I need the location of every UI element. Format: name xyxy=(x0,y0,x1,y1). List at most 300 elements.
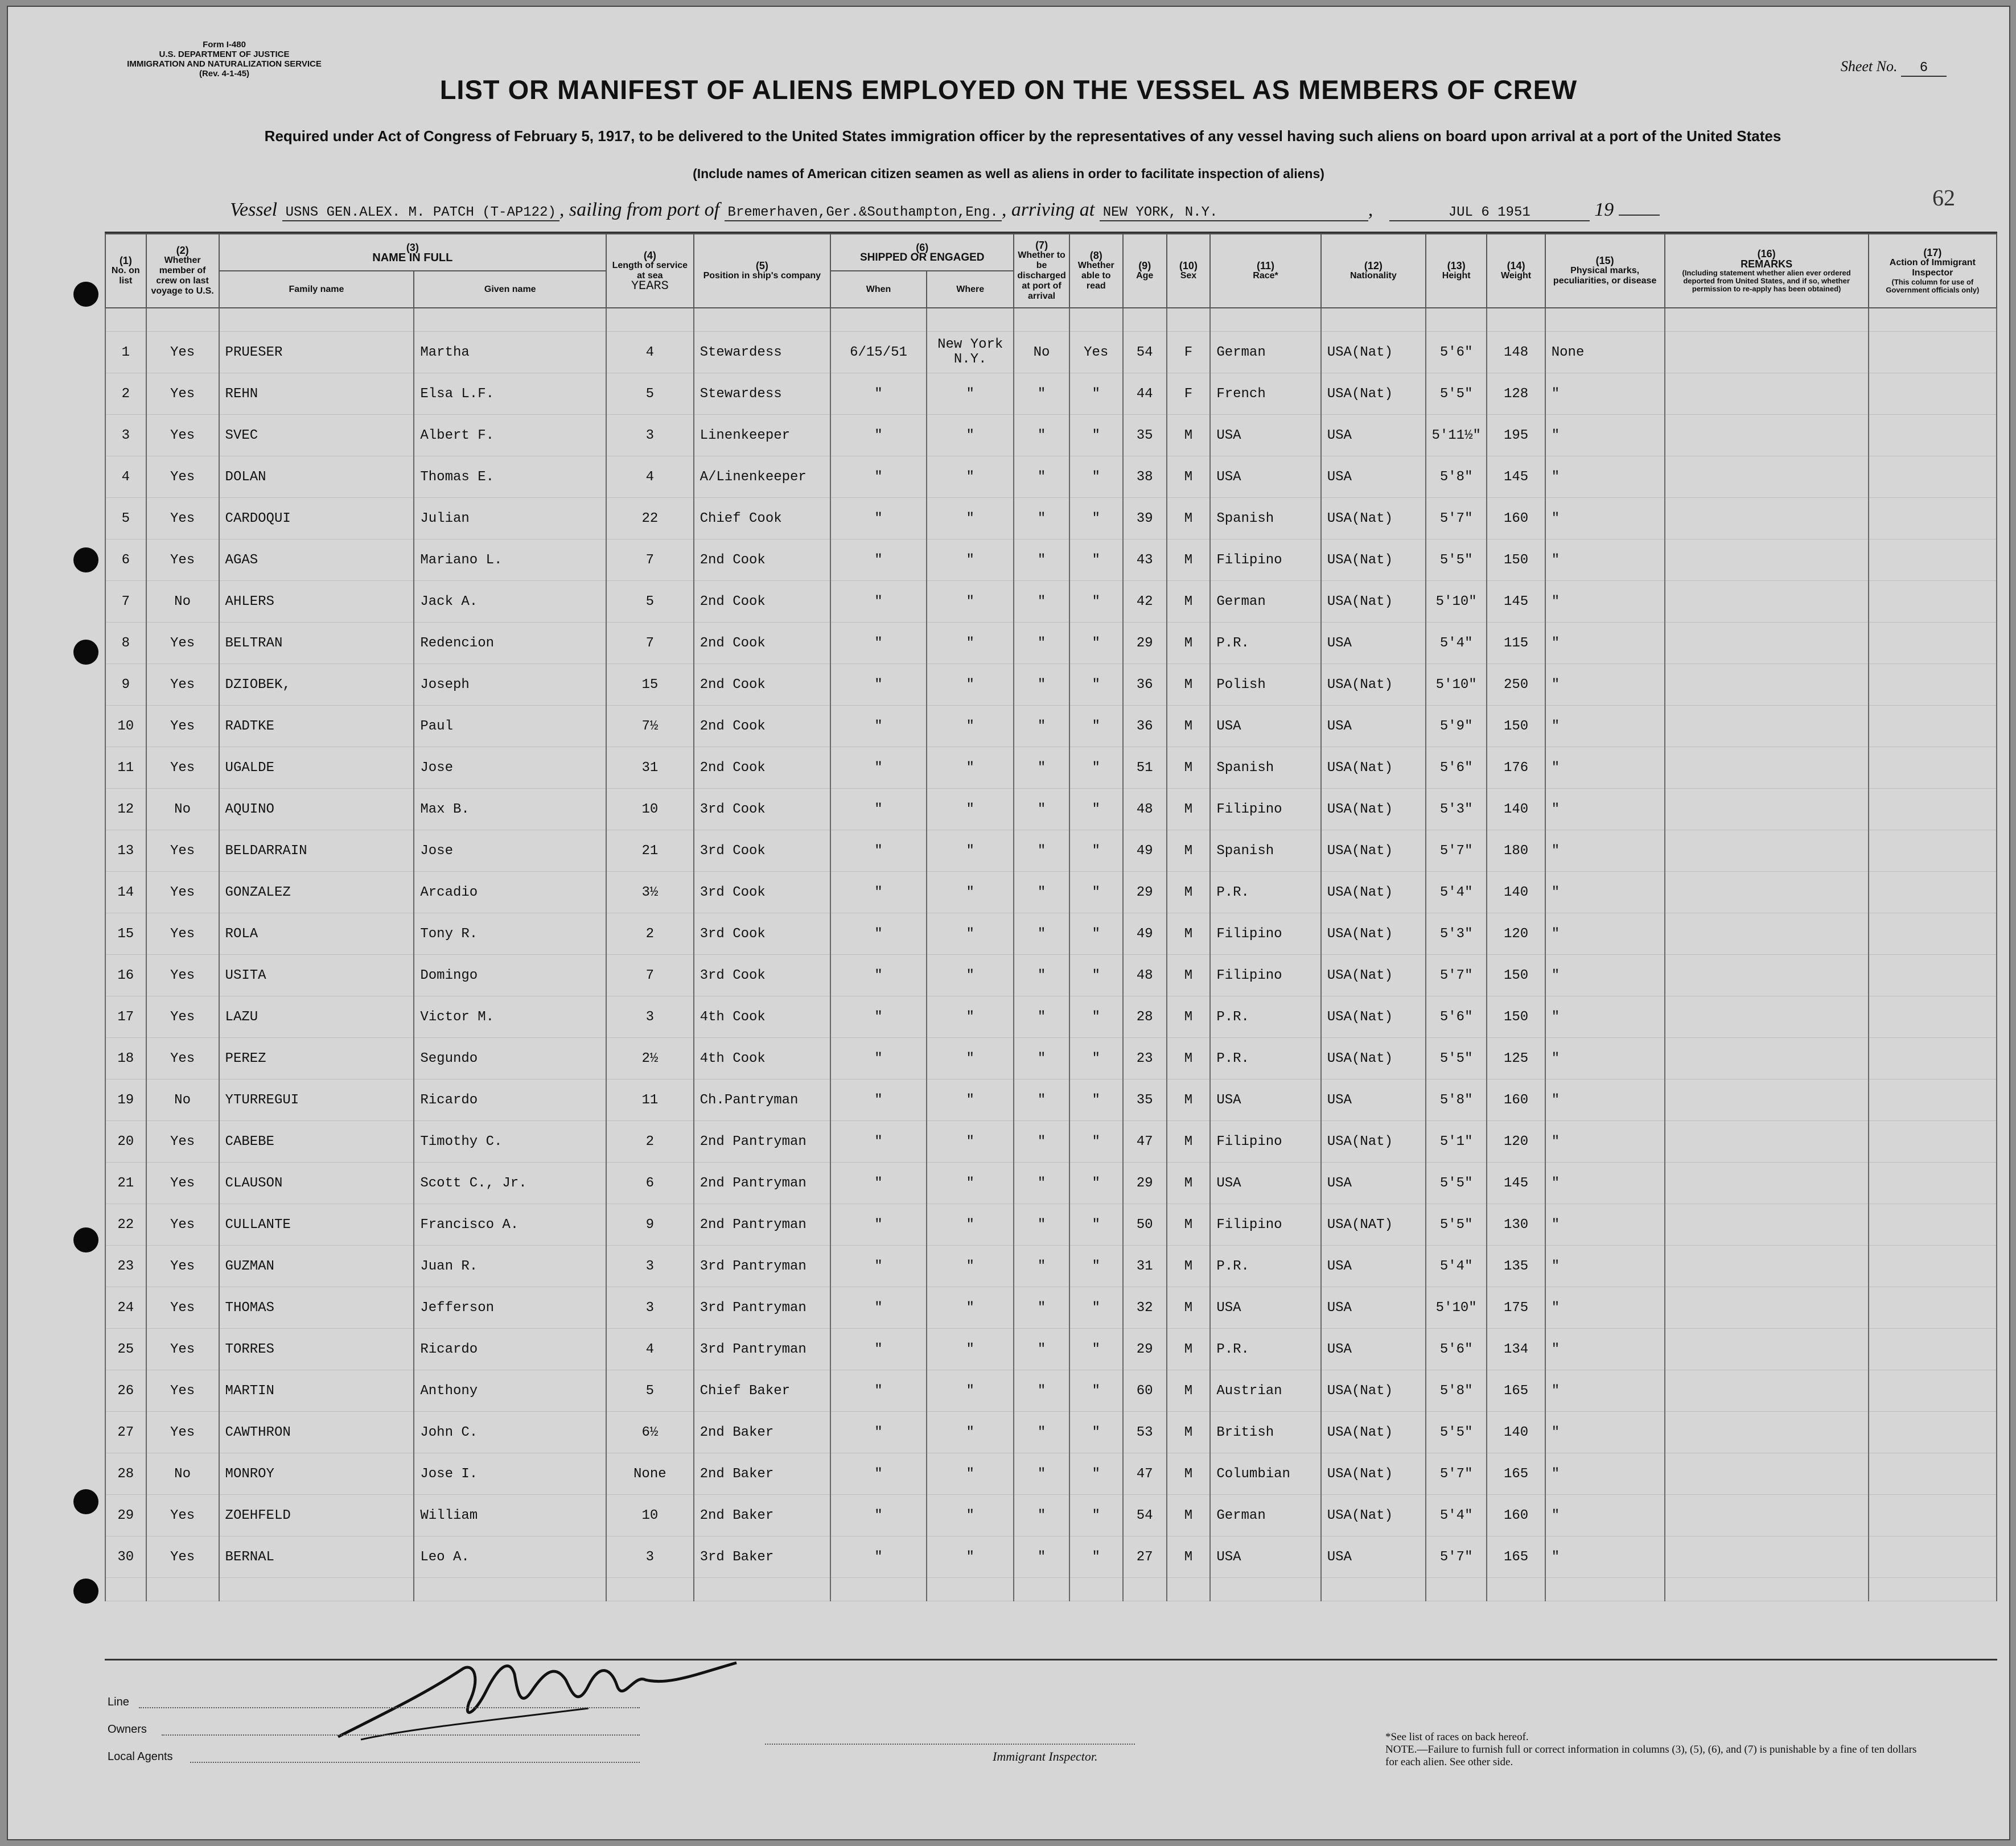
shipped-where-cell: " xyxy=(927,498,1014,539)
shipped-where-cell: " xyxy=(927,706,1014,747)
position-cell: 4th Cook xyxy=(694,1038,830,1079)
nationality-cell: USA xyxy=(1321,415,1426,456)
race-cell: Filipino xyxy=(1210,913,1320,955)
discharged-cell: " xyxy=(1014,1412,1069,1453)
header-sex: (10) Sex xyxy=(1167,234,1211,308)
race-cell: Filipino xyxy=(1210,1204,1320,1246)
service-years-cell: 22 xyxy=(606,498,694,539)
shipped-where-cell: " xyxy=(927,581,1014,623)
row-number-cell: 4 xyxy=(105,456,146,498)
inspector-action-cell xyxy=(1869,498,1997,539)
sex-cell: M xyxy=(1167,1163,1211,1204)
weight-cell: 195 xyxy=(1487,415,1545,456)
header-when: When xyxy=(830,271,927,308)
given-name-cell: Juan R. xyxy=(414,1246,606,1287)
sex-cell: F xyxy=(1167,373,1211,415)
able-to-read-cell: " xyxy=(1069,1163,1123,1204)
nationality-cell: USA(Nat) xyxy=(1321,830,1426,872)
inspector-action-cell xyxy=(1869,539,1997,581)
remarks-cell xyxy=(1665,1370,1869,1412)
height-cell: 5'3" xyxy=(1426,789,1487,830)
shipped-when-cell: " xyxy=(830,664,927,706)
physical-marks-cell: " xyxy=(1545,623,1665,664)
position-cell: 2nd Cook xyxy=(694,539,830,581)
last-voyage-cell: No xyxy=(146,581,219,623)
row-number-cell: 22 xyxy=(105,1204,146,1246)
remarks-cell xyxy=(1665,332,1869,373)
last-voyage-cell: Yes xyxy=(146,1287,219,1329)
header-inspector-action: (17) Action of Immigrant Inspector (This column for use of Government officials only) xyxy=(1869,234,1997,308)
last-voyage-cell: Yes xyxy=(146,1204,219,1246)
inspector-action-cell xyxy=(1869,830,1997,872)
family-name-cell: THOMAS xyxy=(219,1287,414,1329)
header-service: (4) Length of service at sea YEARS xyxy=(606,234,694,308)
given-name-cell: Domingo xyxy=(414,955,606,996)
inspector-action-cell xyxy=(1869,664,1997,706)
header-marks: (15) Physical marks, peculiarities, or disease xyxy=(1545,234,1665,308)
given-name-cell: Jefferson xyxy=(414,1287,606,1329)
family-name-cell: AQUINO xyxy=(219,789,414,830)
last-voyage-cell: Yes xyxy=(146,1495,219,1536)
position-cell: Stewardess xyxy=(694,332,830,373)
last-voyage-cell: Yes xyxy=(146,332,219,373)
sex-cell: M xyxy=(1167,415,1211,456)
service-years-cell: 2½ xyxy=(606,1038,694,1079)
remarks-cell xyxy=(1665,1038,1869,1079)
remarks-cell xyxy=(1665,456,1869,498)
height-cell: 5'10" xyxy=(1426,581,1487,623)
remarks-cell xyxy=(1665,1079,1869,1121)
remarks-cell xyxy=(1665,623,1869,664)
age-cell: 49 xyxy=(1123,830,1167,872)
able-to-read-cell: " xyxy=(1069,664,1123,706)
family-name-cell: BELTRAN xyxy=(219,623,414,664)
physical-marks-cell: " xyxy=(1545,1370,1665,1412)
remarks-cell xyxy=(1665,747,1869,789)
given-name-cell: Scott C., Jr. xyxy=(414,1163,606,1204)
table-row xyxy=(105,539,1997,581)
last-voyage-cell: Yes xyxy=(146,1536,219,1578)
able-to-read-cell: " xyxy=(1069,498,1123,539)
age-cell: 36 xyxy=(1123,706,1167,747)
weight-cell: 165 xyxy=(1487,1370,1545,1412)
able-to-read-cell: " xyxy=(1069,830,1123,872)
service-years-cell: 3 xyxy=(606,415,694,456)
age-cell: 29 xyxy=(1123,623,1167,664)
race-cell: Filipino xyxy=(1210,789,1320,830)
sheet-value: 6 xyxy=(1901,60,1947,77)
height-cell: 5'3" xyxy=(1426,913,1487,955)
row-number-cell: 10 xyxy=(105,706,146,747)
nationality-cell: USA xyxy=(1321,1287,1426,1329)
shipped-where-cell: " xyxy=(927,913,1014,955)
inspector-action-cell xyxy=(1869,332,1997,373)
age-cell: 51 xyxy=(1123,747,1167,789)
shipped-when-cell: " xyxy=(830,1536,927,1578)
service-years-cell: 31 xyxy=(606,747,694,789)
family-name-cell: USITA xyxy=(219,955,414,996)
position-cell: 3rd Baker xyxy=(694,1536,830,1578)
sex-cell: M xyxy=(1167,1038,1211,1079)
weight-cell: 150 xyxy=(1487,996,1545,1038)
discharged-cell: " xyxy=(1014,1246,1069,1287)
nationality-cell: USA xyxy=(1321,1329,1426,1370)
discharged-cell: " xyxy=(1014,747,1069,789)
header-race: (11) Race* xyxy=(1210,234,1320,308)
weight-cell: 145 xyxy=(1487,581,1545,623)
nationality-cell: USA(Nat) xyxy=(1321,747,1426,789)
weight-cell: 145 xyxy=(1487,1163,1545,1204)
shipped-when-cell: " xyxy=(830,1121,927,1163)
shipped-where-cell: " xyxy=(927,456,1014,498)
nationality-cell: USA xyxy=(1321,706,1426,747)
shipped-where-cell: " xyxy=(927,1204,1014,1246)
height-cell: 5'4" xyxy=(1426,872,1487,913)
nationality-cell: USA(Nat) xyxy=(1321,996,1426,1038)
table-row xyxy=(105,1453,1997,1495)
position-cell: 2nd Pantryman xyxy=(694,1163,830,1204)
weight-cell: 145 xyxy=(1487,456,1545,498)
given-name-cell: Tony R. xyxy=(414,913,606,955)
shipped-when-cell: " xyxy=(830,1370,927,1412)
race-cell: Columbian xyxy=(1210,1453,1320,1495)
remarks-cell xyxy=(1665,1329,1869,1370)
remarks-cell xyxy=(1665,955,1869,996)
given-name-cell: Jack A. xyxy=(414,581,606,623)
position-cell: 4th Cook xyxy=(694,996,830,1038)
position-cell: 3rd Pantryman xyxy=(694,1287,830,1329)
height-cell: 5'4" xyxy=(1426,1495,1487,1536)
remarks-cell xyxy=(1665,498,1869,539)
discharged-cell: " xyxy=(1014,1495,1069,1536)
row-number-cell: 16 xyxy=(105,955,146,996)
discharged-cell: " xyxy=(1014,1038,1069,1079)
service-years-cell: 5 xyxy=(606,581,694,623)
sex-cell: M xyxy=(1167,1287,1211,1329)
shipped-when-cell: 6/15/51 xyxy=(830,332,927,373)
last-voyage-cell: Yes xyxy=(146,747,219,789)
sex-cell: M xyxy=(1167,1453,1211,1495)
row-number-cell: 11 xyxy=(105,747,146,789)
height-cell: 5'7" xyxy=(1426,498,1487,539)
last-voyage-cell: Yes xyxy=(146,1329,219,1370)
able-to-read-cell: " xyxy=(1069,1121,1123,1163)
shipped-where-cell: " xyxy=(927,747,1014,789)
inspector-action-cell xyxy=(1869,996,1997,1038)
table-row xyxy=(105,789,1997,830)
header-given-name: Given name xyxy=(414,271,606,308)
punch-hole xyxy=(73,1579,98,1604)
row-number-cell: 9 xyxy=(105,664,146,706)
inspector-action-cell xyxy=(1869,955,1997,996)
last-voyage-cell: No xyxy=(146,789,219,830)
sex-cell: M xyxy=(1167,789,1211,830)
service-years-cell: 7½ xyxy=(606,706,694,747)
physical-marks-cell: " xyxy=(1545,1246,1665,1287)
position-cell: 3rd Cook xyxy=(694,913,830,955)
height-cell: 5'5" xyxy=(1426,373,1487,415)
shipped-when-cell: " xyxy=(830,1287,927,1329)
nationality-cell: USA(Nat) xyxy=(1321,1038,1426,1079)
last-voyage-cell: Yes xyxy=(146,1121,219,1163)
table-row xyxy=(105,623,1997,664)
vessel-name: USNS GEN.ALEX. M. PATCH (T-AP122) xyxy=(282,205,559,221)
remarks-cell xyxy=(1665,373,1869,415)
nationality-cell: USA(Nat) xyxy=(1321,955,1426,996)
sex-cell: M xyxy=(1167,1204,1211,1246)
table-row xyxy=(105,1495,1997,1536)
row-number-cell: 27 xyxy=(105,1412,146,1453)
height-cell: 5'5" xyxy=(1426,1163,1487,1204)
physical-marks-cell: " xyxy=(1545,456,1665,498)
height-cell: 5'6" xyxy=(1426,332,1487,373)
table-row xyxy=(105,498,1997,539)
given-name-cell: Segundo xyxy=(414,1038,606,1079)
shipped-when-cell: " xyxy=(830,539,927,581)
local-agents-label: Local Agents xyxy=(108,1750,173,1763)
header-height: (13) Height xyxy=(1426,234,1487,308)
race-cell: Filipino xyxy=(1210,539,1320,581)
table-row xyxy=(105,872,1997,913)
service-years-cell: None xyxy=(606,1453,694,1495)
inspector-action-cell xyxy=(1869,1287,1997,1329)
given-name-cell: Joseph xyxy=(414,664,606,706)
physical-marks-cell: " xyxy=(1545,872,1665,913)
sex-cell: M xyxy=(1167,1412,1211,1453)
inspector-action-cell xyxy=(1869,1038,1997,1079)
weight-cell: 120 xyxy=(1487,1121,1545,1163)
discharged-cell: " xyxy=(1014,996,1069,1038)
age-cell: 29 xyxy=(1123,872,1167,913)
row-number-cell: 20 xyxy=(105,1121,146,1163)
remarks-cell xyxy=(1665,1495,1869,1536)
height-cell: 5'4" xyxy=(1426,623,1487,664)
race-cell: P.R. xyxy=(1210,872,1320,913)
remarks-cell xyxy=(1665,706,1869,747)
last-voyage-cell: Yes xyxy=(146,498,219,539)
shipped-when-cell: " xyxy=(830,1329,927,1370)
sex-cell: M xyxy=(1167,581,1211,623)
nationality-cell: USA(Nat) xyxy=(1321,789,1426,830)
last-voyage-cell: No xyxy=(146,1453,219,1495)
service-years-cell: 15 xyxy=(606,664,694,706)
column-header-row xyxy=(105,234,1997,271)
weight-cell: 140 xyxy=(1487,789,1545,830)
table-row xyxy=(105,1079,1997,1121)
sex-cell: M xyxy=(1167,456,1211,498)
inspector-action-cell xyxy=(1869,415,1997,456)
weight-cell: 115 xyxy=(1487,623,1545,664)
weight-cell: 135 xyxy=(1487,1246,1545,1287)
able-to-read-cell: " xyxy=(1069,1536,1123,1578)
row-number-cell: 3 xyxy=(105,415,146,456)
given-name-cell: Timothy C. xyxy=(414,1121,606,1163)
header-name: (3) NAME IN FULL xyxy=(219,234,607,271)
revision: (Rev. 4-1-45) xyxy=(199,69,250,79)
shipped-where-cell: " xyxy=(927,1453,1014,1495)
sex-cell: M xyxy=(1167,1329,1211,1370)
crew-table-container xyxy=(105,232,1997,1660)
physical-marks-cell: " xyxy=(1545,1412,1665,1453)
discharged-cell: " xyxy=(1014,872,1069,913)
service-years-cell: 4 xyxy=(606,1329,694,1370)
nationality-cell: USA xyxy=(1321,1163,1426,1204)
able-to-read-cell: " xyxy=(1069,1204,1123,1246)
able-to-read-cell: " xyxy=(1069,1453,1123,1495)
sex-cell: M xyxy=(1167,913,1211,955)
row-number-cell: 29 xyxy=(105,1495,146,1536)
family-name-cell: TORRES xyxy=(219,1329,414,1370)
last-voyage-cell: Yes xyxy=(146,706,219,747)
table-row xyxy=(105,1204,1997,1246)
shipped-where-cell: " xyxy=(927,539,1014,581)
physical-marks-cell: " xyxy=(1545,415,1665,456)
physical-marks-cell: " xyxy=(1545,1329,1665,1370)
weight-cell: 250 xyxy=(1487,664,1545,706)
service-years-cell: 7 xyxy=(606,955,694,996)
table-row xyxy=(105,581,1997,623)
nationality-cell: USA(Nat) xyxy=(1321,332,1426,373)
inspector-action-cell xyxy=(1869,1453,1997,1495)
service-years-cell: 6 xyxy=(606,1163,694,1204)
given-name-cell: Jose xyxy=(414,747,606,789)
remarks-cell xyxy=(1665,996,1869,1038)
header-no: (1) No. on list xyxy=(105,234,146,308)
shipped-when-cell: " xyxy=(830,872,927,913)
discharged-cell: " xyxy=(1014,581,1069,623)
header-family-name: Family name xyxy=(219,271,414,308)
row-number-cell: 24 xyxy=(105,1287,146,1329)
sex-cell: M xyxy=(1167,706,1211,747)
able-to-read-cell: " xyxy=(1069,955,1123,996)
service-years-cell: 4 xyxy=(606,332,694,373)
inspector-action-cell xyxy=(1869,1536,1997,1578)
table-row xyxy=(105,996,1997,1038)
table-row xyxy=(105,706,1997,747)
nationality-cell: USA(Nat) xyxy=(1321,664,1426,706)
family-name-cell: YTURREGUI xyxy=(219,1079,414,1121)
height-cell: 5'4" xyxy=(1426,1246,1487,1287)
service-years-cell: 10 xyxy=(606,789,694,830)
sheet-label: Sheet No. xyxy=(1840,58,1898,75)
remarks-cell xyxy=(1665,872,1869,913)
age-cell: 43 xyxy=(1123,539,1167,581)
position-cell: 3rd Pantryman xyxy=(694,1246,830,1287)
discharged-cell: No xyxy=(1014,332,1069,373)
last-voyage-cell: Yes xyxy=(146,623,219,664)
family-name-cell: PEREZ xyxy=(219,1038,414,1079)
shipped-where-cell: " xyxy=(927,1536,1014,1578)
table-row xyxy=(105,373,1997,415)
discharged-cell: " xyxy=(1014,498,1069,539)
shipped-where-cell: " xyxy=(927,830,1014,872)
race-cell: Spanish xyxy=(1210,498,1320,539)
given-name-cell: William xyxy=(414,1495,606,1536)
last-voyage-cell: Yes xyxy=(146,456,219,498)
row-number-cell: 13 xyxy=(105,830,146,872)
inspector-action-cell xyxy=(1869,1079,1997,1121)
service-years-cell: 5 xyxy=(606,373,694,415)
physical-marks-cell: " xyxy=(1545,789,1665,830)
row-number-cell: 2 xyxy=(105,373,146,415)
page-title: LIST OR MANIFEST OF ALIENS EMPLOYED ON THE VESSEL AS MEMBERS OF CREW xyxy=(439,75,1578,105)
family-name-cell: BELDARRAIN xyxy=(219,830,414,872)
height-cell: 5'6" xyxy=(1426,1329,1487,1370)
position-cell: 2nd Cook xyxy=(694,747,830,789)
race-cell: USA xyxy=(1210,415,1320,456)
remarks-cell xyxy=(1665,1204,1869,1246)
nationality-cell: USA xyxy=(1321,1079,1426,1121)
remarks-cell xyxy=(1665,581,1869,623)
discharged-cell: " xyxy=(1014,456,1069,498)
family-name-cell: UGALDE xyxy=(219,747,414,789)
given-name-cell: Ricardo xyxy=(414,1329,606,1370)
position-cell: 2nd Cook xyxy=(694,623,830,664)
family-name-cell: GUZMAN xyxy=(219,1246,414,1287)
shipped-where-cell: " xyxy=(927,664,1014,706)
shipped-where-cell: " xyxy=(927,373,1014,415)
service-name: IMMIGRATION AND NATURALIZATION SERVICE xyxy=(127,59,322,69)
row-number-cell: 25 xyxy=(105,1329,146,1370)
inspector-action-cell xyxy=(1869,706,1997,747)
last-voyage-cell: Yes xyxy=(146,830,219,872)
header-weight: (14) Weight xyxy=(1487,234,1545,308)
header-remarks: (16) REMARKS (Including statement whether alien ever ordered deported from United States, and if so, whether permission to re-apply has been obtained) xyxy=(1665,234,1869,308)
sex-cell: M xyxy=(1167,830,1211,872)
physical-marks-cell: " xyxy=(1545,913,1665,955)
inspector-action-cell xyxy=(1869,456,1997,498)
race-cell: British xyxy=(1210,1412,1320,1453)
shipped-when-cell: " xyxy=(830,1495,927,1536)
family-name-cell: MONROY xyxy=(219,1453,414,1495)
shipped-where-cell: " xyxy=(927,1163,1014,1204)
remarks-cell xyxy=(1665,664,1869,706)
service-years-cell: 3 xyxy=(606,996,694,1038)
age-cell: 36 xyxy=(1123,664,1167,706)
table-row xyxy=(105,830,1997,872)
race-cell: P.R. xyxy=(1210,1038,1320,1079)
able-to-read-cell: " xyxy=(1069,456,1123,498)
remarks-cell xyxy=(1665,830,1869,872)
shipped-where-cell: " xyxy=(927,1038,1014,1079)
race-cell: USA xyxy=(1210,1079,1320,1121)
header-where: Where xyxy=(927,271,1014,308)
family-name-cell: DZIOBEK, xyxy=(219,664,414,706)
nationality-cell: USA(Nat) xyxy=(1321,373,1426,415)
race-cell: Austrian xyxy=(1210,1370,1320,1412)
service-years-cell: 3 xyxy=(606,1287,694,1329)
sex-cell: F xyxy=(1167,332,1211,373)
shipped-where-cell: " xyxy=(927,1121,1014,1163)
shipped-where-cell: " xyxy=(927,415,1014,456)
weight-cell: 160 xyxy=(1487,1079,1545,1121)
able-to-read-cell: " xyxy=(1069,872,1123,913)
weight-cell: 140 xyxy=(1487,872,1545,913)
height-cell: 5'6" xyxy=(1426,747,1487,789)
row-number-cell: 8 xyxy=(105,623,146,664)
family-name-cell: CABEBE xyxy=(219,1121,414,1163)
age-cell: 35 xyxy=(1123,415,1167,456)
position-cell: 2nd Baker xyxy=(694,1453,830,1495)
family-name-cell: ROLA xyxy=(219,913,414,955)
service-years-cell: 10 xyxy=(606,1495,694,1536)
shipped-when-cell: " xyxy=(830,913,927,955)
shipped-where-cell: New York N.Y. xyxy=(927,332,1014,373)
row-number-cell: 21 xyxy=(105,1163,146,1204)
weight-cell: 150 xyxy=(1487,706,1545,747)
race-cell: P.R. xyxy=(1210,1329,1320,1370)
service-years-cell: 6½ xyxy=(606,1412,694,1453)
